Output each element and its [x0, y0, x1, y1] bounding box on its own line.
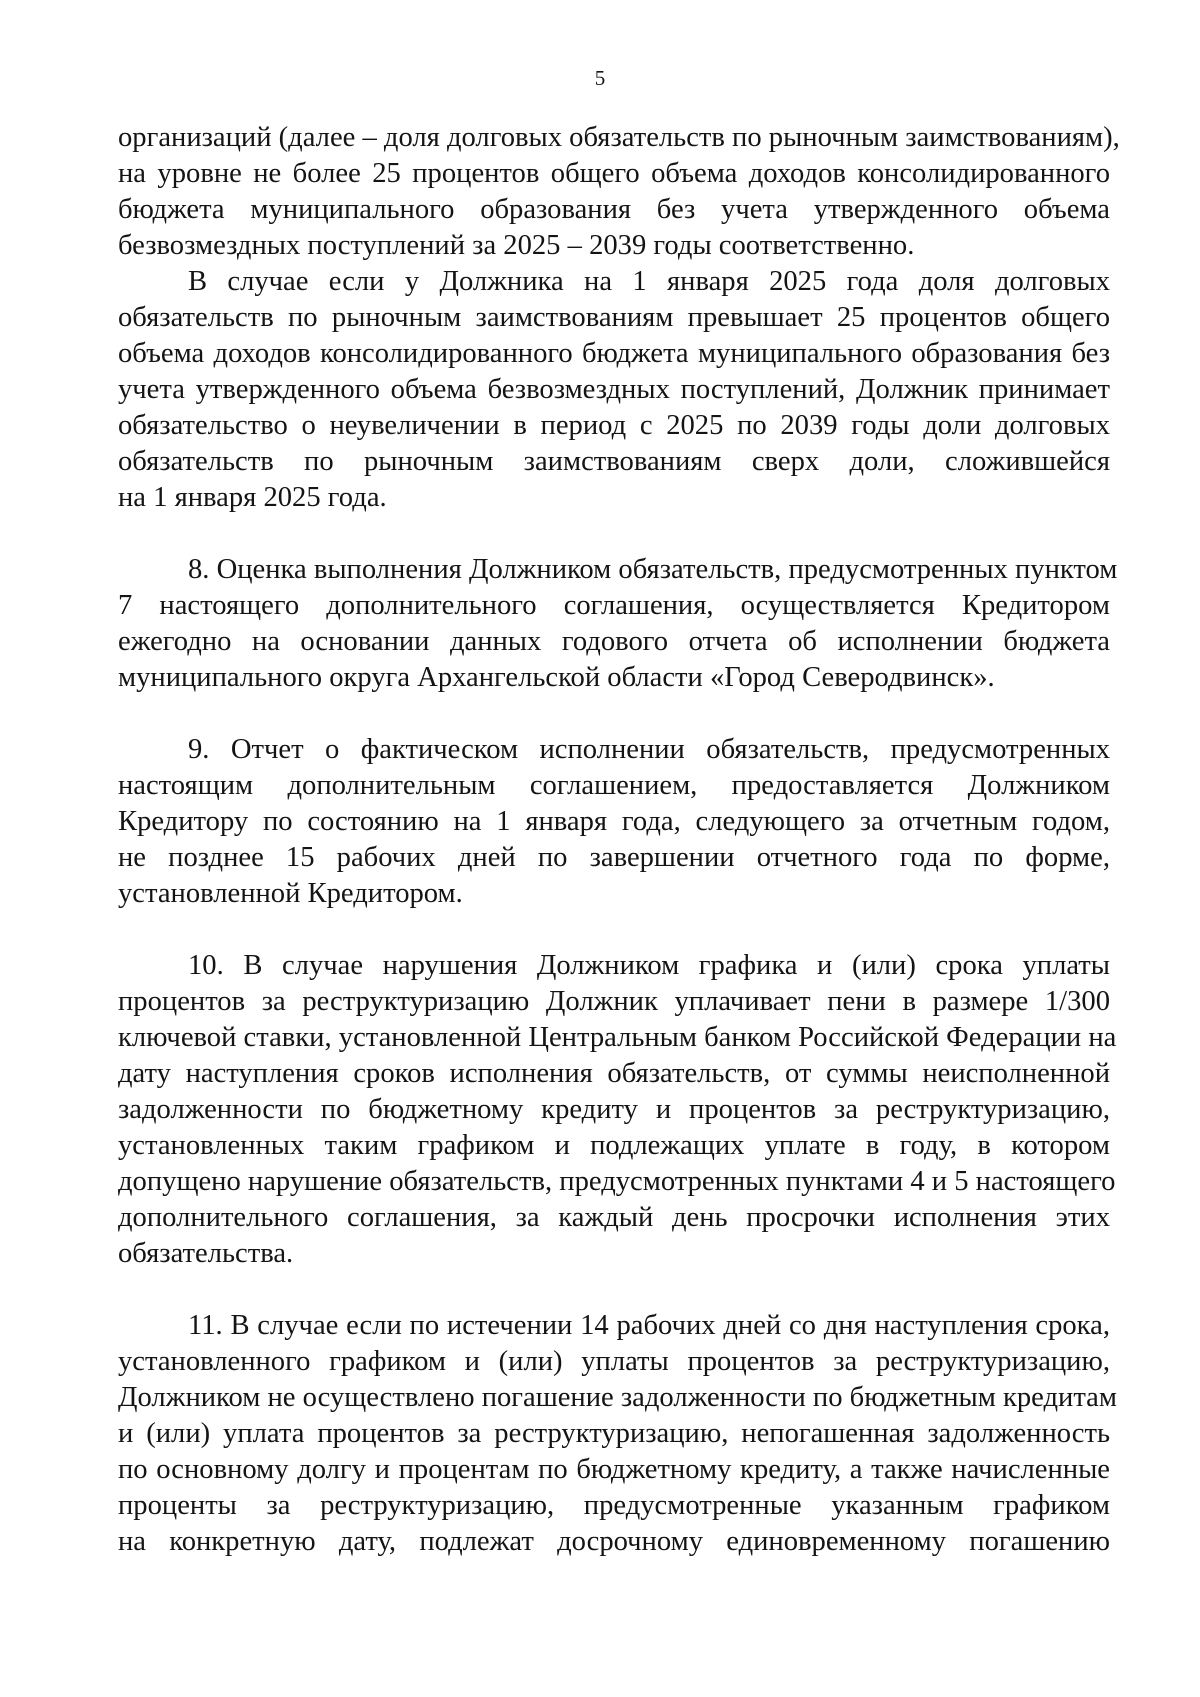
text-line: дополнительного соглашения, за каждый день просрочки исполнения этих	[118, 1202, 1110, 1233]
text-line: В случае если у Должника на 1 января 2025 года доля долговых	[188, 266, 1110, 297]
paragraph-item-10	[118, 948, 1117, 1272]
text-line: обязательств по рыночным заимствованиям превышает 25 процентов общего	[118, 302, 1110, 333]
text-line: Должником не осуществлено погашение задолженности по бюджетным кредитам	[118, 1382, 1117, 1413]
text-line: ключевой ставки, установленной Центральным банком Российской Федерации на	[118, 1022, 1117, 1053]
paragraph-gap	[118, 912, 1110, 948]
text-line: не позднее 15 рабочих дней по завершении отчетного года по форме,	[118, 842, 1110, 873]
paragraph-gap	[118, 516, 1110, 552]
text-line: обязательство о неувеличении в период с 2025 по 2039 годы доли долговых	[118, 410, 1110, 441]
paragraph-debtor-share	[118, 264, 1110, 516]
text-line: муниципального округа Архангельской области «Город Северодвинск».	[118, 662, 995, 693]
text-line: 7 настоящего дополнительного соглашения, осуществляется Кредитором	[118, 590, 1110, 621]
text-line: учета утвержденного объема безвозмездных поступлений, Должник принимает	[118, 374, 1110, 405]
text-line: обязательств по рыночным заимствованиям сверх доли, сложившейся	[118, 446, 1110, 477]
text-line: безвозмездных поступлений за 2025 – 2039 годы соответственно.	[118, 230, 915, 261]
text-line: задолженности по бюджетному кредиту и процентов за реструктуризацию,	[118, 1094, 1110, 1125]
text-line: бюджета муниципального образования без учета утвержденного объема	[118, 194, 1110, 225]
text-line: 9. Отчет о фактическом исполнении обязательств, предусмотренных	[188, 734, 1110, 765]
text-line: 10. В случае нарушения Должником графика и (или) срока уплаты	[188, 950, 1110, 981]
text-line: объема доходов консолидированного бюджета муниципального образования без	[118, 338, 1110, 369]
text-line: на конкретную дату, подлежат досрочному единовременному погашению	[118, 1526, 1110, 1557]
paragraph-gap	[118, 696, 1110, 732]
text-line: 8. Оценка выполнения Должником обязательств, предусмотренных пунктом	[188, 554, 1118, 585]
text-line: процентов за реструктуризацию Должник уплачивает пени в размере 1/300	[118, 986, 1110, 1017]
text-line: и (или) уплата процентов за реструктуризацию, непогашенная задолженность	[118, 1418, 1110, 1449]
text-line: обязательства.	[118, 1238, 294, 1269]
paragraph-item-8	[118, 552, 1118, 696]
paragraph-continuation	[118, 120, 1120, 264]
text-line: установленной Кредитором.	[118, 878, 463, 909]
text-line: проценты за реструктуризацию, предусмотренные указанным графиком	[118, 1490, 1110, 1521]
text-line: ежегодно на основании данных годового отчета об исполнении бюджета	[118, 626, 1110, 657]
text-line: на уровне не более 25 процентов общего объема доходов консолидированного	[118, 158, 1110, 189]
text-line: дату наступления сроков исполнения обязательств, от суммы неисполненной	[118, 1058, 1110, 1089]
paragraph-item-11	[118, 1308, 1117, 1560]
text-line: на 1 января 2025 года.	[118, 482, 387, 513]
paragraph-gap	[118, 1272, 1110, 1308]
page-number: 5	[594, 66, 606, 90]
text-line: установленных таким графиком и подлежащих уплате в году, в котором	[118, 1130, 1110, 1161]
text-line: Кредитору по состоянию на 1 января года, следующего за отчетным годом,	[118, 806, 1110, 837]
text-line: по основному долгу и процентам по бюджетному кредиту, а также начисленные	[118, 1454, 1110, 1485]
text-line: 11. В случае если по истечении 14 рабочих дней со дня наступления срока,	[188, 1310, 1110, 1341]
paragraph-item-9	[118, 732, 1110, 912]
text-line: настоящим дополнительным соглашением, предоставляется Должником	[118, 770, 1110, 801]
text-line: организаций (далее – доля долговых обязательств по рыночным заимствованиям),	[118, 122, 1120, 153]
text-line: допущено нарушение обязательств, предусмотренных пунктами 4 и 5 настоящего	[118, 1166, 1116, 1197]
text-line: установленного графиком и (или) уплаты процентов за реструктуризацию,	[118, 1346, 1110, 1377]
document-body	[118, 120, 1120, 1560]
